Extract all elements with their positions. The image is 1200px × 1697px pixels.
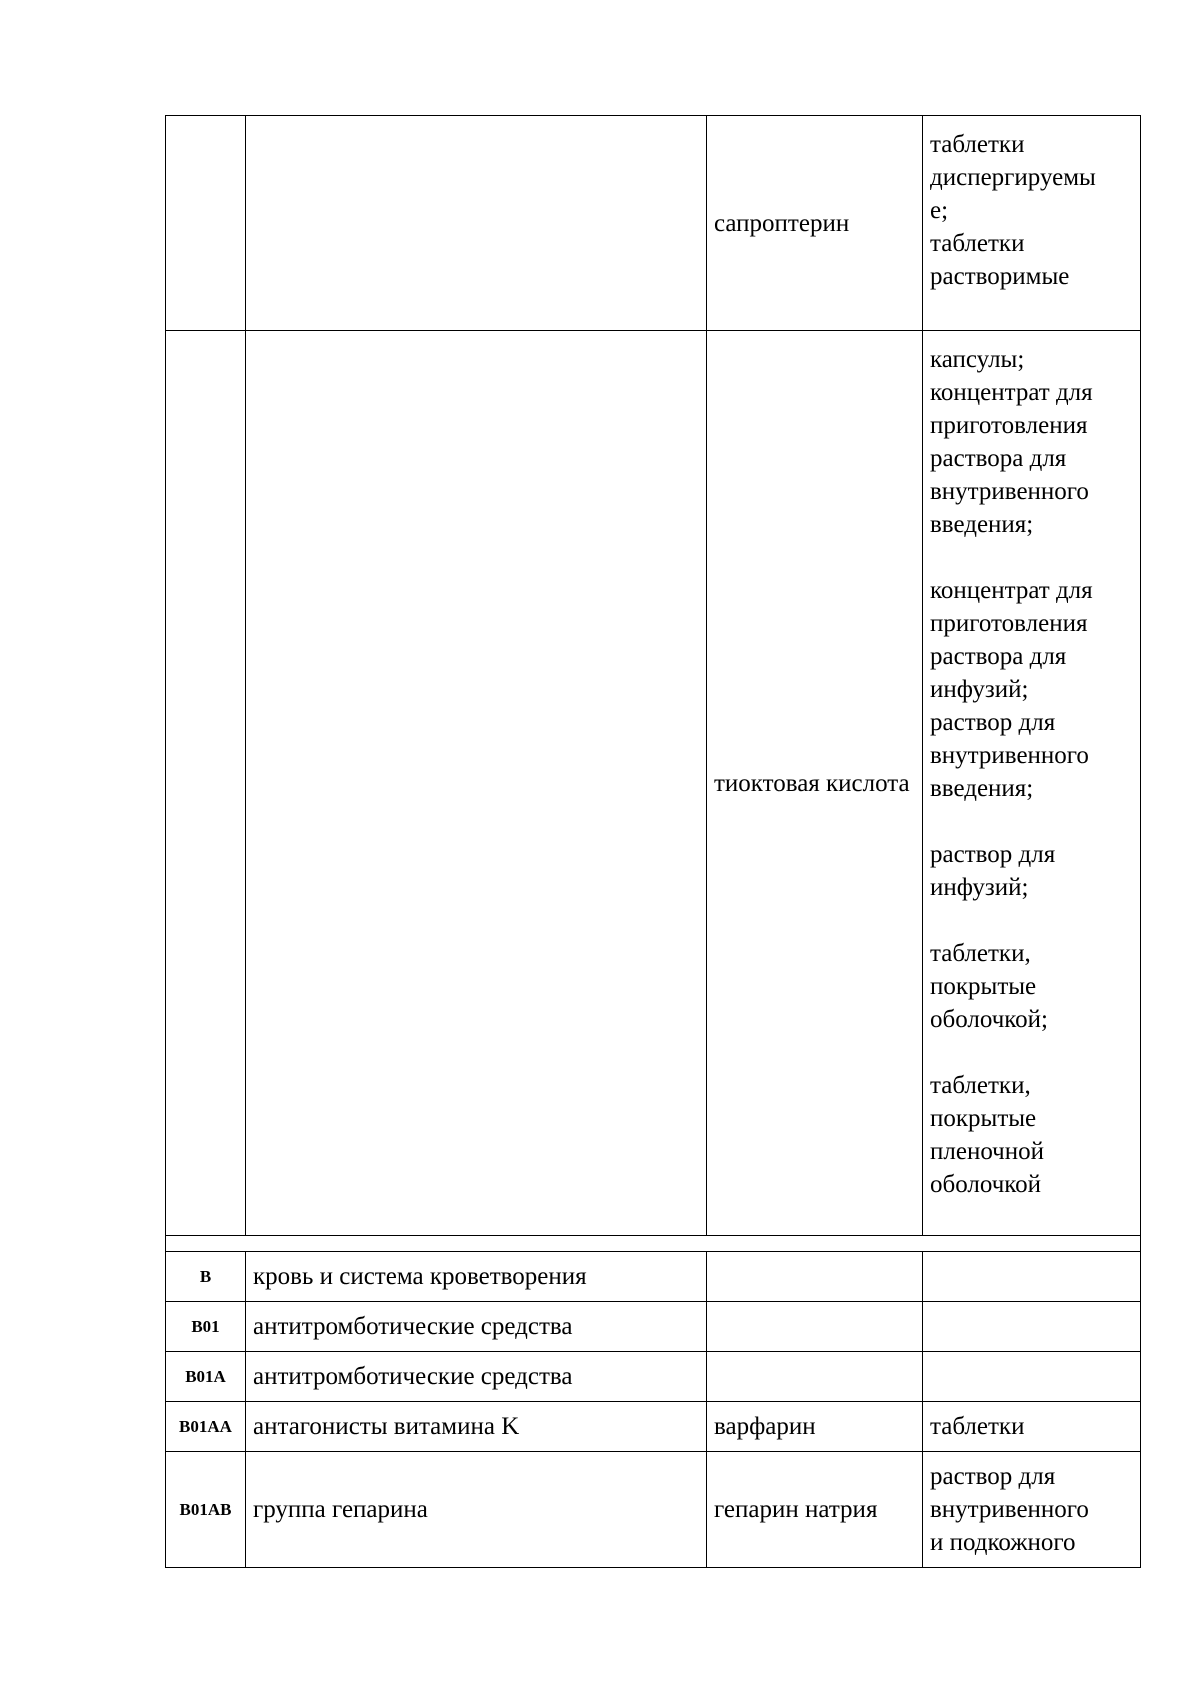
dosage-forms-cell	[923, 1302, 1141, 1352]
dosage-form-line: раствора для	[930, 445, 1067, 472]
dosage-form-line: приготовления	[930, 412, 1088, 439]
table-row	[166, 1252, 1141, 1302]
group-cell: кровь и система кроветворения	[246, 1252, 707, 1302]
dosage-forms-cell	[923, 331, 1141, 1236]
dosage-form-line: раствор для	[930, 841, 1056, 868]
drug-name-cell	[707, 1352, 923, 1402]
drug-table	[165, 115, 1141, 1568]
atc-code-cell: B01AA	[166, 1402, 246, 1452]
table-row	[166, 1402, 1141, 1452]
group-cell	[246, 116, 707, 331]
group-cell: антитромботические средства	[246, 1302, 707, 1352]
group-cell: группа гепарина	[246, 1452, 707, 1568]
table-spacer-row	[166, 1236, 1141, 1252]
table-row	[166, 331, 1141, 1236]
dosage-form-line: внутривенного	[930, 742, 1089, 769]
group-cell: антагонисты витамина K	[246, 1402, 707, 1452]
atc-code-cell	[166, 116, 246, 331]
dosage-form-line: оболочкой	[930, 1171, 1042, 1198]
atc-code-cell: B01A	[166, 1352, 246, 1402]
dosage-form-line: таблетки	[930, 230, 1025, 257]
atc-code-cell	[166, 331, 246, 1236]
dosage-form-line: покрытые	[930, 1105, 1037, 1132]
dosage-form-line: концентрат для	[930, 379, 1093, 406]
table-row	[166, 1352, 1141, 1402]
drug-name-cell: варфарин	[707, 1402, 923, 1452]
dosage-form-line: диспергируемы	[930, 164, 1096, 191]
dosage-form-line: таблетки,	[930, 940, 1031, 967]
dosage-form-line: введения;	[930, 775, 1034, 802]
dosage-forms-cell: раствор для внутривенного и подкожного	[923, 1452, 1141, 1568]
drug-name-cell: сапроптерин	[707, 116, 923, 331]
dosage-form-line: таблетки,	[930, 1072, 1031, 1099]
atc-code-cell: B	[166, 1252, 246, 1302]
dosage-form-line: раствора для	[930, 643, 1067, 670]
dosage-form-line: таблетки	[930, 131, 1025, 158]
dosage-form-line: пленочной	[930, 1138, 1045, 1165]
drug-name-cell	[707, 1252, 923, 1302]
dosage-form-line: введения;	[930, 511, 1034, 538]
dosage-forms-cell	[923, 1252, 1141, 1302]
group-cell: антитромботические средства	[246, 1352, 707, 1402]
atc-code-cell: B01	[166, 1302, 246, 1352]
drug-name-cell: тиоктовая кислота	[707, 331, 923, 1236]
dosage-forms-cell: таблетки	[923, 1402, 1141, 1452]
dosage-form-line: внутривенного	[930, 478, 1089, 505]
dosage-form-line: растворимые	[930, 263, 1070, 290]
table-row	[166, 116, 1141, 331]
group-cell	[246, 331, 707, 1236]
dosage-form-line: покрытые	[930, 973, 1037, 1000]
dosage-form-line: инфузий;	[930, 874, 1029, 901]
dosage-form-line: приготовления	[930, 610, 1088, 637]
spacer-cell	[166, 1236, 1141, 1252]
table-row	[166, 1302, 1141, 1352]
dosage-forms-cell	[923, 116, 1141, 331]
dosage-form-line: е;	[930, 197, 949, 224]
dosage-forms-cell	[923, 1352, 1141, 1402]
dosage-form-line: инфузий;	[930, 676, 1029, 703]
dosage-form-line: капсулы;	[930, 346, 1025, 373]
table-row	[166, 1452, 1141, 1568]
drug-name-cell: гепарин натрия	[707, 1452, 923, 1568]
dosage-form-line: концентрат для	[930, 577, 1093, 604]
drug-name-cell	[707, 1302, 923, 1352]
dosage-form-line: оболочкой;	[930, 1006, 1048, 1033]
atc-code-cell: B01AB	[166, 1452, 246, 1568]
dosage-form-line: раствор для	[930, 709, 1056, 736]
